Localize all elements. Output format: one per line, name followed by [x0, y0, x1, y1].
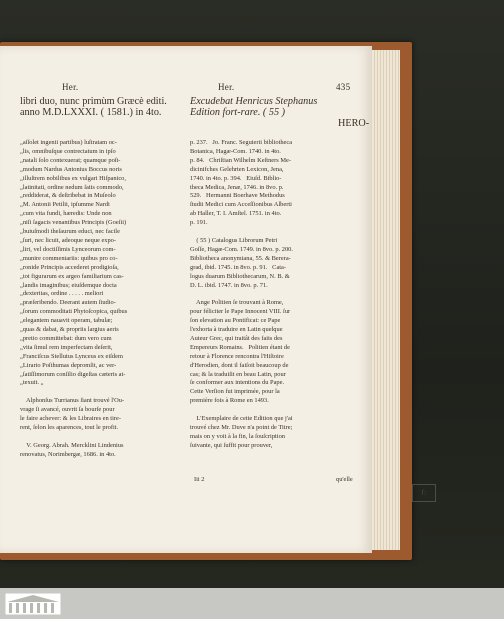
- text-line: „ſorum commoditati Phytoſcopica, quibus: [20, 308, 128, 316]
- text-line: [190, 228, 364, 237]
- catchword-top: HERO-: [338, 118, 370, 129]
- text-line: [190, 290, 364, 299]
- text-line: ſe conformer aux intentions du Pape.: [190, 379, 285, 387]
- text-line: „Franciſcus Stellutus Lynceus ex eiſdem: [20, 352, 123, 360]
- text-line: ( 55 ) Catalogus Librorum Petri: [190, 236, 278, 244]
- text-line: le faire achever: & les Libraires en tire-: [20, 415, 121, 423]
- text-line: ſuivante, qui ſuffit pour prouver,: [190, 441, 273, 449]
- text-line: „latinitati, ordine nedum ſatis commodo,: [20, 183, 124, 191]
- text-line: „illuſtrem nobilibus ex vulgari Hiſpanico,: [20, 174, 126, 182]
- left-column: [20, 139, 180, 460]
- text-line: Bibliotheca anonymiana, 55. & Berera-: [190, 254, 291, 262]
- text-line: „elegantem nauavit operam, tabulæ;: [20, 317, 113, 325]
- text-line: ſon elevation au Pontificat: ce Pape: [190, 317, 281, 325]
- text-line: „ronide Principis accederet prodigioſa,: [20, 263, 119, 271]
- text-line: „aſſolet ingenii partibus) luſtratam oc-: [20, 139, 117, 146]
- text-line: p. 191.: [190, 219, 208, 227]
- right-column: [190, 139, 364, 451]
- text-line: „cum vita fundi, hæredis: Unde non: [20, 210, 112, 218]
- text-line: Alphonſus Turrianus ſiant trouvé l'Ou-: [20, 397, 125, 405]
- text-line: „ſatiſſimorum conſilio digeſtas cæteris at-: [20, 370, 126, 378]
- text-line: retour à Florence rencontra l'Hiſtoire: [190, 352, 284, 360]
- text-line: rent, ſelon les aparences, tout le profit.: [20, 424, 119, 431]
- text-line: première fois à Rome en 1493.: [190, 397, 269, 405]
- text-line: D. L. ibid. 1747. in 8vo. p. 71.: [190, 281, 268, 289]
- text-line: Auteur Grec, qui traitât des faits des: [190, 334, 283, 342]
- text-line: „Lirario Poſthumas depromſit, ac ver-: [20, 361, 117, 369]
- library-stamp: ſ:: [412, 484, 436, 502]
- text-line: „præſeribendo. Deerant autem ſtudio-: [20, 299, 116, 307]
- text-line: „tot figurarum ex argeo familiarium cas-: [20, 272, 124, 280]
- text-line: „dexteritas, ordine . . . . . meliori: [20, 290, 104, 298]
- text-line: [20, 388, 180, 397]
- text-line: p. 237. Jo. Franc. Seguierii bibliotheca: [190, 139, 293, 146]
- book-page: [0, 46, 372, 553]
- text-line: mais on y voit à la fin, la ſouſcription: [190, 432, 285, 440]
- text-line: Cette Verſion fut imprimée, pour la: [190, 388, 280, 396]
- page-number: 435: [336, 82, 351, 92]
- text-line: Ange Politien ſe trouvant à Rome,: [190, 299, 284, 307]
- text-line: „niſi ſagacis venantibus Principis (Goeſii): [20, 219, 127, 227]
- text-line: „quas & dabat, & propriis largius aeris: [20, 326, 119, 334]
- text-line: l'exhorta à traduire en Latin quelque: [190, 326, 283, 334]
- text-line: vrage ſi avancé, ouvrit ſa bourſe pour: [20, 406, 115, 414]
- text-line: 1740. in 4to. p. 394. Eiuſd. Biblio-: [190, 174, 282, 182]
- text-line: Botanica, Hagæ-Com. 1740. in 4to.: [190, 147, 281, 155]
- signature-mark: Iii 2: [194, 476, 205, 483]
- text-line: „natali ſolo contexuerat; quamque poſt-: [20, 156, 121, 164]
- text-line: „texuit. „: [20, 379, 44, 387]
- text-line: „pretio committebat: dum vero cum: [20, 334, 112, 342]
- text-line: logus duarum Bibliothecarum, N. B. &: [190, 272, 290, 280]
- text-line: Goſſe, Hagæ-Com. 1749. in 8vo. p. 200.: [190, 245, 293, 253]
- running-head-left: Her.: [62, 82, 79, 92]
- text-line: „ſuri, nec licuit, adeoque neque expo-: [20, 236, 116, 244]
- text-line: ſtudii Medici cum Acceſſionibus Alberti: [190, 201, 292, 209]
- title-continuation: libri duo, nunc primùm Græcè editi. anno M.D.LXXXI. ( 1581.) in 4to.: [20, 96, 167, 118]
- text-line: „reddiderat, & deſtribebat in Muſeolo: [20, 192, 116, 200]
- text-line: „munire commentariis: quibus pro co-: [20, 254, 118, 262]
- text-line: ab Haller, T. I. Amſtel. 1751. in 4to.: [190, 210, 282, 218]
- text-line: d'Herodien, dont il faiſoit beaucoup de: [190, 361, 289, 369]
- text-line: trouvé chez Mr. Duve n'a point de Titre;: [190, 424, 293, 431]
- text-line: pour féliciter le Pape Innocent VIII. ſur: [190, 308, 291, 316]
- text-line: „liri, vel doctiſſimis Lynceorum com-: [20, 245, 116, 253]
- text-line: „buiuſmodi theſaurum educi, nec facile: [20, 228, 120, 236]
- text-line: „modum Nardus Antonius Boccus noris: [20, 165, 122, 173]
- text-line: [190, 406, 364, 415]
- text-line: „M. Antonii Petilii, ipſumme Nardi: [20, 201, 110, 209]
- catchword-bottom: qu'elle: [336, 476, 353, 483]
- printer-line: Excudebat Henricus Stephanus Edition fort-rare. ( 55 ): [190, 96, 318, 118]
- text-line: [20, 433, 180, 442]
- text-line: „lis, omnibuſque contrectatum in ipſo: [20, 147, 116, 155]
- text-line: 529. Hermanni Boerhave Methodus: [190, 192, 285, 200]
- text-line: grad, ibid. 1745. in 8vo. p. 91. Cata-: [190, 263, 287, 271]
- text-line: renovatus, Norimbergæ, 1686. in 4to.: [20, 450, 116, 458]
- text-line: L'Exemplaire de cette Edition que j'ai: [190, 415, 293, 423]
- text-line: „vita ſimul rem imperfectam deſerit,: [20, 343, 113, 351]
- text-line: theca Medica, Jenæ, 1746. in 8vo. p.: [190, 183, 284, 191]
- text-line: Empereurs Romains. Politien étant de: [190, 343, 290, 351]
- text-line: cas; & la traduiſit en beau Latin, pour: [190, 370, 286, 378]
- text-line: dicinifches Gelehrten Lexicon, Jena,: [190, 165, 284, 173]
- viewer-footer: [0, 588, 504, 619]
- page-content: [18, 82, 370, 542]
- text-line: „landis imaginibus; eiuſdemque docta: [20, 281, 117, 289]
- library-logo-icon: [4, 592, 62, 616]
- text-line: p. 84. Chriſtian Wilhelm Keſtners Me-: [190, 156, 291, 164]
- text-line: V. Georg. Abrah. Mercklini Lindenius: [20, 441, 124, 449]
- running-head-center: Her.: [218, 82, 235, 92]
